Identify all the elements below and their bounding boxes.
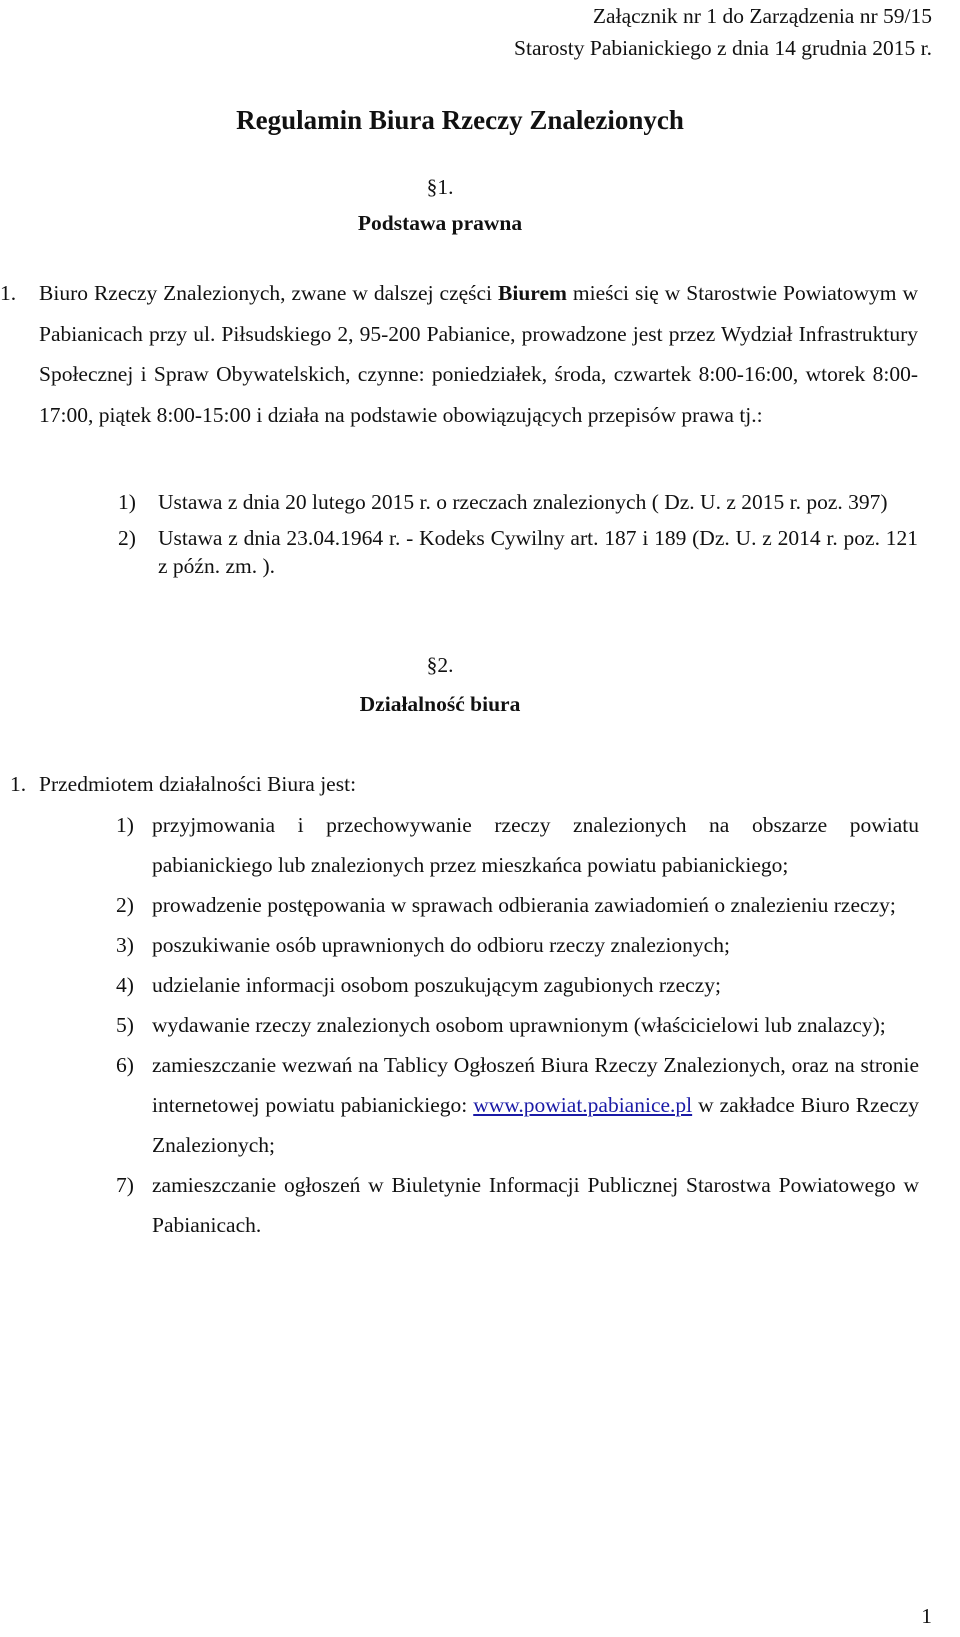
activity-item <box>116 965 919 1005</box>
activity-text: poszukiwanie osób uprawnionych do odbioru rzeczy znalezionych; <box>152 933 730 957</box>
activity-item <box>116 925 919 965</box>
paragraph-number: 1. <box>10 772 27 796</box>
activity-text: prowadzenie postępowania w sprawach odbierania zawiadomień o znalezieniu rzeczy; <box>152 893 896 917</box>
activity-number: 6) <box>116 1053 134 1077</box>
activity-number: 4) <box>116 973 134 997</box>
paragraph-text-start: Biuro Rzeczy Znalezionych, zwane w dalszej części <box>39 281 499 305</box>
paragraph-bold-term: Biurem <box>498 281 567 305</box>
section-1-number: §1. <box>426 175 454 199</box>
activity-text: udzielanie informacji osobom poszukującym zagubionych rzeczy; <box>152 973 721 997</box>
annex-line-1: Załącznik nr 1 do Zarządzenia nr 59/15 <box>592 4 932 28</box>
paragraph-text: Przedmiotem działalności Biura jest: <box>39 772 357 796</box>
legal-basis-list <box>118 482 918 580</box>
activity-text <box>152 1053 919 1157</box>
paragraph-number: 1. <box>0 281 17 305</box>
activity-number: 5) <box>116 1013 134 1037</box>
annex-line-2: Starosty Pabianickiego z dnia 14 grudnia 2015 r. <box>514 36 932 60</box>
activity-number: 3) <box>116 933 134 957</box>
section-2-heading: Działalność biura <box>359 692 521 716</box>
activity-text-start: zamieszczanie wezwań na Tablicy Ogłoszeń Biura Rzeczy Znalezionych, oraz na stronie internetowej powiatu pabianickiego: <box>152 1053 919 1117</box>
activity-item <box>116 1045 919 1165</box>
page-number: 1 <box>921 1604 932 1628</box>
paragraph-text-end: mieści się w Starostwie Powiatowym w Pabianicach przy ul. Piłsudskiego 2, 95-200 Pabianice, prowadzone jest przez Wydział Infrastruktury Społecznej i Spraw Obywatelskich, czynne: poniedziałek, środa, czwartek 8:00-16:00, wtorek 8:00-17:00, piątek 8:00-15:00 i działa na podstawie obowiązujących przepisów prawa tj.: <box>39 281 918 427</box>
section-1-heading: Podstawa prawna <box>357 211 523 235</box>
law-item-number: 1) <box>118 490 136 514</box>
section-2-number: §2. <box>426 653 454 677</box>
powiat-website-link[interactable]: www.powiat.pabianice.pl <box>473 1093 693 1117</box>
activity-item <box>116 1005 919 1045</box>
annex-header <box>514 0 932 64</box>
activity-item <box>116 1165 919 1245</box>
law-item-number: 2) <box>118 526 136 550</box>
paragraph-text <box>39 273 918 435</box>
law-item <box>118 524 918 580</box>
activity-number: 1) <box>116 813 134 837</box>
activities-list <box>116 805 919 1245</box>
activity-text-end: w zakładce Biuro Rzeczy Znalezionych; <box>152 1093 919 1157</box>
activity-item <box>116 885 919 925</box>
document-title: Regulamin Biura Rzeczy Znalezionych <box>236 105 684 135</box>
activity-text: wydawanie rzeczy znalezionych osobom uprawnionym (właścicielowi lub znalazcy); <box>152 1013 886 1037</box>
activity-number: 7) <box>116 1173 134 1197</box>
activity-item <box>116 805 919 885</box>
law-item-text: Ustawa z dnia 23.04.1964 r. - Kodeks Cywilny art. 187 i 189 (Dz. U. z 2014 r. poz. 121 z późn. zm. ). <box>158 526 918 578</box>
activity-text: przyjmowania i przechowywanie rzeczy znalezionych na obszarze powiatu pabianickiego lub znalezionych przez mieszkańca powiatu pabianickiego; <box>152 813 919 877</box>
activity-number: 2) <box>116 893 134 917</box>
section-2-paragraph-1 <box>10 764 910 805</box>
law-item <box>118 482 918 522</box>
section-1-paragraph-1 <box>0 273 918 435</box>
law-item-text: Ustawa z dnia 20 lutego 2015 r. o rzeczach znalezionych ( Dz. U. z 2015 r. poz. 397) <box>158 490 888 514</box>
activity-text: zamieszczanie ogłoszeń w Biuletynie Informacji Publicznej Starostwa Powiatowego w Pabianicach. <box>152 1173 919 1237</box>
